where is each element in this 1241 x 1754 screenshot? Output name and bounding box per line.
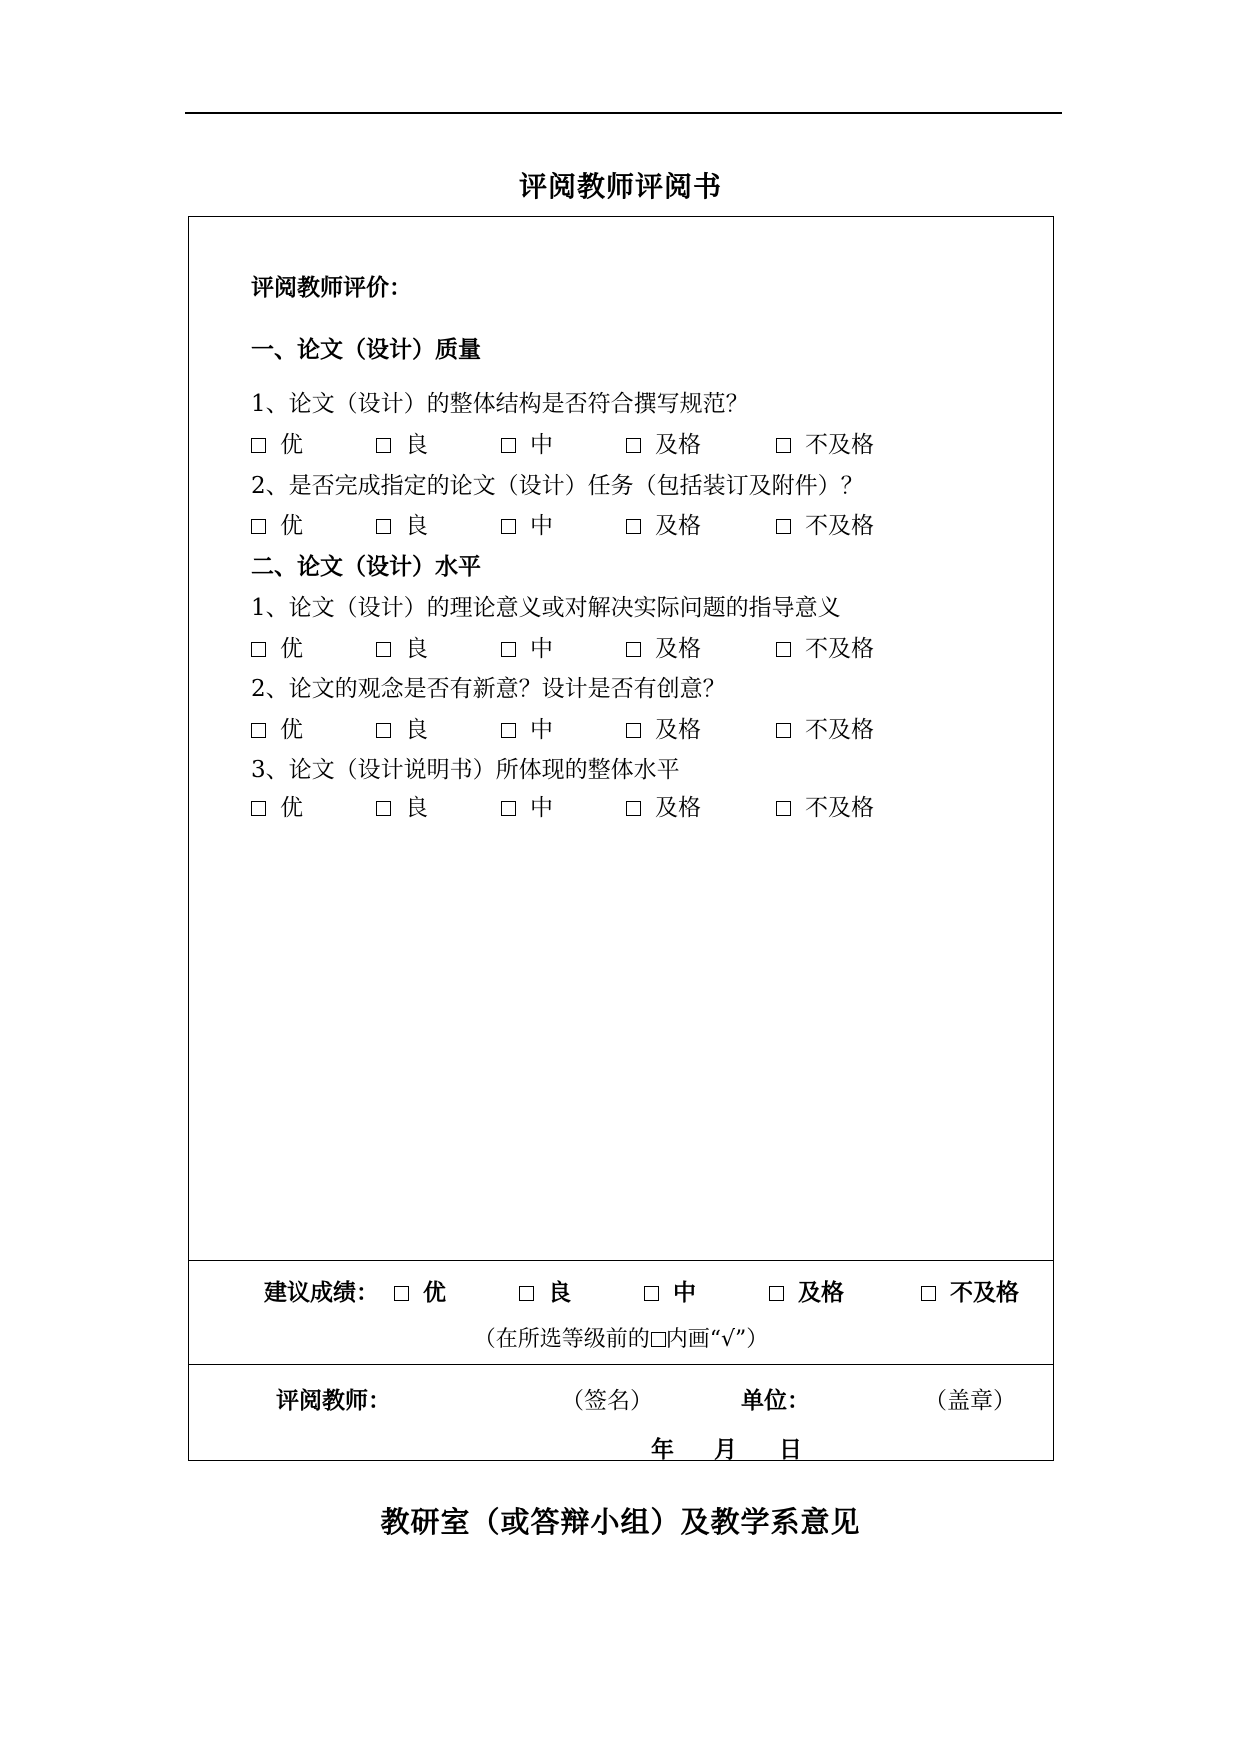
recommend-option-average[interactable]: 中 [644,1274,696,1307]
teacher-label: 评阅教师： [276,1387,391,1414]
question-1-2: 2、是否完成指定的论文（设计）任务（包括装订及附件）？ [251,473,864,499]
question-2-3: 3、论文（设计说明书）所体现的整体水平 [251,757,680,783]
checkbox-icon[interactable] [626,519,641,534]
section-2-heading: 二、论文（设计）水平 [251,553,481,580]
checkbox-icon[interactable] [776,642,791,657]
checkbox-icon[interactable] [776,801,791,816]
checkbox-icon[interactable] [376,801,391,816]
grade-option-fail[interactable]: 不及格 [776,507,874,540]
checkbox-icon[interactable] [251,438,266,453]
grade-option-excellent[interactable]: 优 [251,507,303,540]
date-month-label: 月 [714,1436,737,1463]
checkbox-icon[interactable] [626,723,641,738]
checkbox-icon[interactable] [626,642,641,657]
next-section-title: 教研室（或答辩小组）及教学系意见 [380,1505,861,1539]
evaluation-heading: 评阅教师评价： [251,274,412,301]
checkbox-icon[interactable] [501,438,516,453]
recommend-option-pass[interactable]: 及格 [769,1274,844,1307]
grade-option-average[interactable]: 中 [501,426,553,459]
checkbox-icon[interactable] [776,519,791,534]
checkbox-icon[interactable] [376,519,391,534]
checkbox-icon[interactable] [501,723,516,738]
grade-option-good[interactable]: 良 [376,507,428,540]
checkbox-icon[interactable] [501,642,516,657]
grade-option-excellent[interactable]: 优 [251,630,303,663]
stamp-field[interactable]: （盖章） [924,1388,1016,1414]
checkbox-icon [651,1332,666,1347]
checkbox-icon[interactable] [251,642,266,657]
grade-option-average[interactable]: 中 [501,789,553,822]
recommendation-label: 建议成绩： [264,1279,379,1306]
checkbox-icon[interactable] [394,1286,409,1301]
grade-option-fail[interactable]: 不及格 [776,711,874,744]
checkbox-icon[interactable] [626,801,641,816]
grade-option-average[interactable]: 中 [501,507,553,540]
checkbox-icon[interactable] [251,801,266,816]
grade-option-pass[interactable]: 及格 [626,426,701,459]
grade-option-excellent[interactable]: 优 [251,426,303,459]
grade-option-fail[interactable]: 不及格 [776,789,874,822]
checkbox-icon[interactable] [251,519,266,534]
signature-divider [189,1364,1053,1365]
checkbox-icon[interactable] [376,438,391,453]
unit-label: 单位： [741,1387,810,1414]
date-year-label: 年 [651,1436,674,1463]
grade-option-pass[interactable]: 及格 [626,630,701,663]
grade-option-fail[interactable]: 不及格 [776,630,874,663]
checkbox-icon[interactable] [251,723,266,738]
grade-option-pass[interactable]: 及格 [626,711,701,744]
grade-option-good[interactable]: 良 [376,630,428,663]
signature-field[interactable]: （签名） [561,1388,653,1414]
checkbox-icon[interactable] [519,1286,534,1301]
grade-option-excellent[interactable]: 优 [251,789,303,822]
checkbox-icon[interactable] [376,642,391,657]
grade-option-average[interactable]: 中 [501,630,553,663]
checkbox-icon[interactable] [769,1286,784,1301]
recommend-option-good[interactable]: 良 [519,1274,571,1307]
checkbox-icon[interactable] [644,1286,659,1301]
review-form [188,216,1054,1461]
section-1-heading: 一、论文（设计）质量 [251,336,481,363]
checkbox-icon[interactable] [501,519,516,534]
grade-option-good[interactable]: 良 [376,426,428,459]
grade-option-excellent[interactable]: 优 [251,711,303,744]
grade-option-pass[interactable]: 及格 [626,507,701,540]
header-rule [185,112,1062,114]
question-2-1: 1、论文（设计）的理论意义或对解决实际问题的指导意义 [251,595,841,621]
checkbox-icon[interactable] [921,1286,936,1301]
grade-option-average[interactable]: 中 [501,711,553,744]
date-day-label: 日 [779,1436,802,1463]
checkbox-icon[interactable] [501,801,516,816]
page-title: 评阅教师评阅书 [518,170,722,203]
checkbox-icon[interactable] [776,723,791,738]
checkbox-icon[interactable] [776,438,791,453]
grade-option-fail[interactable]: 不及格 [776,426,874,459]
checkbox-icon[interactable] [376,723,391,738]
recommend-option-fail[interactable]: 不及格 [921,1274,1019,1307]
grade-option-good[interactable]: 良 [376,789,428,822]
recommend-option-excellent[interactable]: 优 [394,1274,446,1307]
question-2-2: 2、论文的观念是否有新意？设计是否有创意？ [251,676,726,702]
checkbox-icon[interactable] [626,438,641,453]
grade-option-pass[interactable]: 及格 [626,789,701,822]
grade-option-good[interactable]: 良 [376,711,428,744]
recommendation-hint: （在所选等级前的 内画“√”） [473,1327,769,1352]
recommendation-divider [189,1260,1053,1261]
question-1-1: 1、论文（设计）的整体结构是否符合撰写规范？ [251,391,749,417]
